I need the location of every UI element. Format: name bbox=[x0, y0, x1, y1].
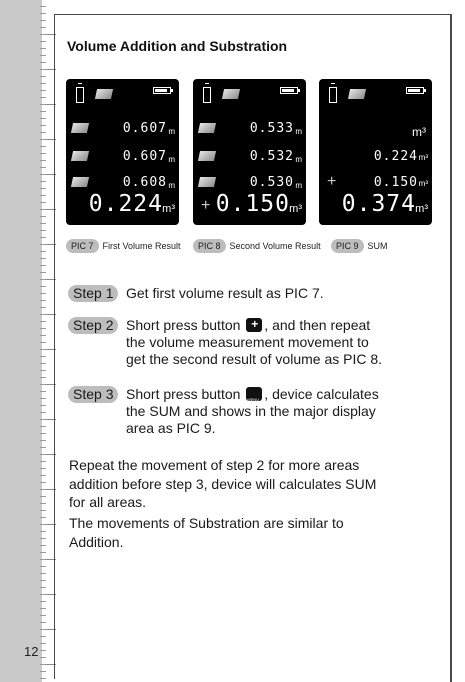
pic8-caption bbox=[193, 238, 321, 254]
lcd-unit: m bbox=[295, 127, 302, 136]
pic-caption-text: First Volume Result bbox=[102, 241, 181, 251]
plus-sign: + bbox=[201, 197, 211, 214]
pic-caption-text: SUM bbox=[367, 241, 388, 251]
paragraph-substration bbox=[69, 514, 439, 551]
plus-button-icon bbox=[246, 318, 262, 332]
lcd-unit: m bbox=[295, 155, 302, 164]
lcd-main-unit: m³ bbox=[289, 203, 302, 215]
menu-button-icon bbox=[246, 387, 262, 401]
lcd-value: 0.533 bbox=[249, 121, 294, 136]
lcd-row bbox=[319, 149, 432, 169]
device-icon bbox=[203, 87, 211, 103]
paragraph-line: Addition. bbox=[69, 533, 124, 550]
ruler-strip bbox=[0, 0, 42, 682]
width-icon bbox=[71, 151, 89, 161]
lcd-main-value: 0.224 bbox=[88, 191, 163, 217]
step-text bbox=[126, 386, 426, 437]
width-icon bbox=[198, 151, 216, 161]
volume-mode-icon bbox=[95, 89, 113, 99]
lcd-unit: m³ bbox=[418, 179, 428, 188]
paragraph-line: Repeat the movement of step 2 for more areas bbox=[69, 457, 360, 473]
step-text-line: the volume measurement movement to bbox=[126, 334, 369, 350]
paragraph-line: addition before step 3, device will calculates SUM bbox=[69, 475, 377, 492]
height-icon bbox=[198, 177, 216, 187]
lcd-value: 0.608 bbox=[122, 175, 167, 190]
step-tag: Step 3 bbox=[68, 386, 118, 403]
paragraph-line: The movements of Substration are similar to bbox=[69, 515, 344, 531]
lcd-row bbox=[193, 149, 306, 169]
lcd-pic7 bbox=[66, 79, 179, 225]
step-1 bbox=[68, 285, 324, 302]
lcd-unit: m bbox=[168, 181, 175, 190]
lcd-main-value: 0.150 bbox=[215, 191, 290, 217]
step-2 bbox=[68, 317, 383, 367]
step-tag: Step 2 bbox=[68, 317, 118, 334]
lcd-value: 0.150 bbox=[373, 175, 418, 190]
length-icon bbox=[198, 123, 216, 133]
lcd-unit: m bbox=[168, 127, 175, 136]
pic-tag: PIC 9 bbox=[331, 239, 364, 253]
paragraph-line: for all areas. bbox=[69, 494, 147, 510]
step-text-part: , and then repeat bbox=[264, 317, 371, 333]
height-icon bbox=[71, 177, 89, 187]
step-text: Get first volume result as PIC 7. bbox=[126, 285, 324, 301]
step-text-line: get the second result of volume as PIC 8. bbox=[126, 351, 383, 367]
lcd-unit: m bbox=[295, 181, 302, 190]
step-3 bbox=[68, 386, 379, 436]
lcd-value: 0.607 bbox=[122, 149, 167, 164]
lcd-value: 0.530 bbox=[249, 175, 294, 190]
pic-caption-text: Second Volume Result bbox=[229, 241, 321, 251]
step-text-part: Short press button bbox=[126, 317, 241, 333]
lcd-main-value: 0.374 bbox=[341, 191, 416, 217]
volume-mode-icon bbox=[348, 89, 366, 99]
step-text-line: area as PIC 9. bbox=[126, 420, 216, 436]
lcd-main-unit: m³ bbox=[162, 203, 175, 215]
device-icon bbox=[76, 87, 84, 103]
pic7-caption bbox=[66, 238, 181, 254]
page-frame-right bbox=[450, 14, 452, 682]
step-text-line: the SUM and shows in the major display bbox=[126, 403, 376, 419]
section-title: Volume Addition and Substration bbox=[67, 38, 288, 54]
step-tag: Step 1 bbox=[68, 285, 118, 302]
battery-icon bbox=[153, 87, 171, 94]
pic-tag: PIC 7 bbox=[66, 239, 99, 253]
lcd-value: 0.607 bbox=[122, 121, 167, 136]
pic-tag: PIC 8 bbox=[193, 239, 226, 253]
lcd-row bbox=[193, 121, 306, 141]
page-number: 12 bbox=[24, 644, 39, 659]
step-text bbox=[126, 317, 426, 368]
lcd-row bbox=[66, 149, 179, 169]
pic9-caption bbox=[331, 238, 388, 254]
lcd-pic9 bbox=[319, 79, 432, 225]
step-text-part: , device calculates bbox=[264, 386, 379, 402]
battery-icon bbox=[406, 87, 424, 94]
lcd-unit: m³ bbox=[418, 153, 428, 162]
lcd-main-unit: m³ bbox=[415, 203, 428, 215]
lcd-pic8 bbox=[193, 79, 306, 225]
step-text-part: Short press button bbox=[126, 386, 241, 402]
lcd-unit: m bbox=[168, 155, 175, 164]
lcd-row bbox=[66, 121, 179, 141]
lcd-unit-row: m³ bbox=[412, 125, 426, 139]
length-icon bbox=[71, 123, 89, 133]
battery-icon bbox=[280, 87, 298, 94]
lcd-value: 0.532 bbox=[249, 149, 294, 164]
plus-sign: + bbox=[327, 173, 337, 190]
lcd-value: 0.224 bbox=[373, 149, 418, 164]
volume-mode-icon bbox=[222, 89, 240, 99]
paragraph-repeat bbox=[69, 456, 439, 512]
device-icon bbox=[329, 87, 337, 103]
